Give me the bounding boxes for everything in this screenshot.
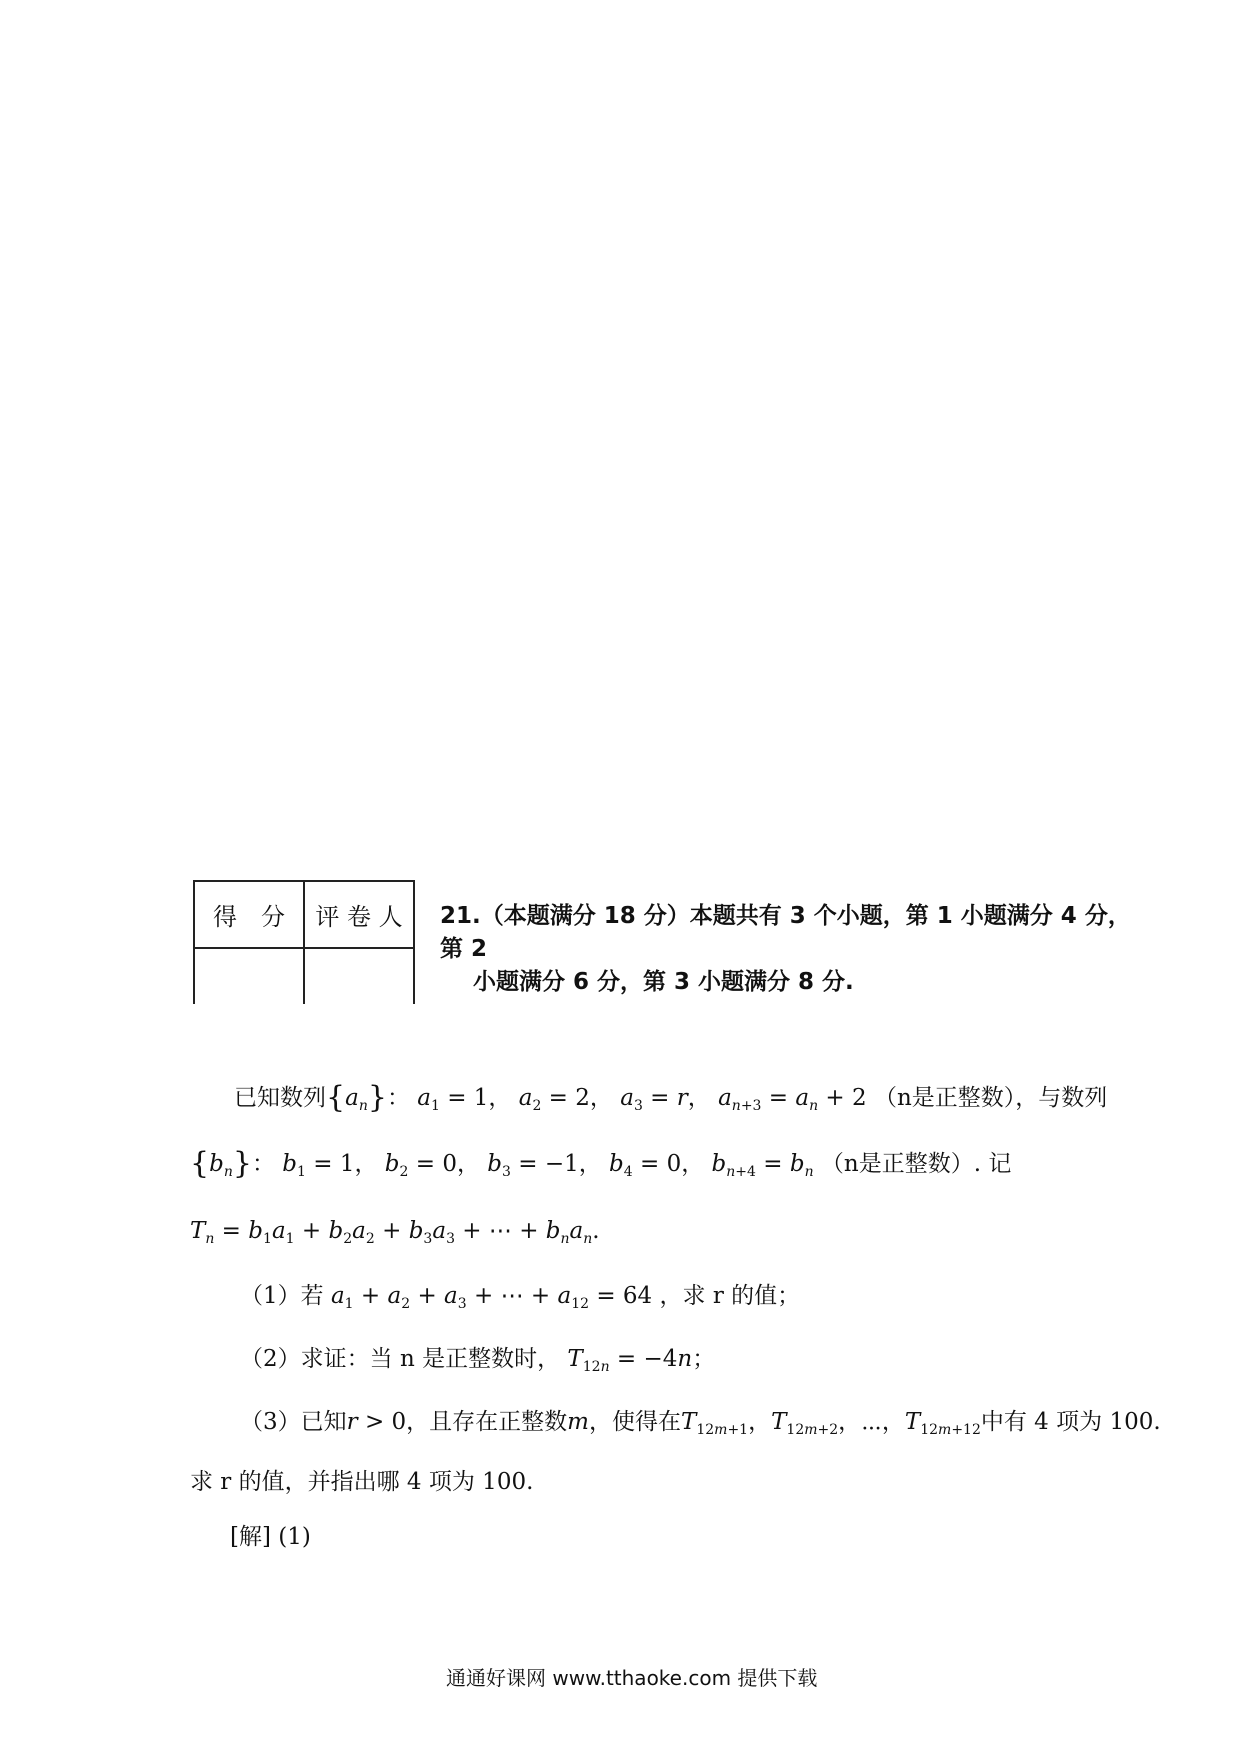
question-header-line2: 第 2	[440, 936, 488, 962]
part3-mid1: ，且存在正整数	[406, 1409, 568, 1435]
p1-note: （n是正整数），与数列	[873, 1085, 1108, 1111]
tn-definition: $T_n = b_1a_1 + b_2a_2 + b_3a_3$ + ⋯ + $b_na_n$.	[190, 1218, 600, 1247]
part-2: （2）求证：当 n 是正整数时， $T_{12n} = -4n$；	[240, 1346, 716, 1375]
part3-label: （3）已知	[240, 1409, 347, 1435]
part-3: （3）已知r > 0，且存在正整数m，使得在$T_{12m+1}$，$T_{12m+2}$，⋯，$T_{12m+12}$中有 4 项为 100.	[240, 1409, 1161, 1438]
sequence-a-definition: 已知数列$\{a_n\}$： $a_1 = 1$， $a_2 = 2$， $a_3 = r$， $a_{n+3} = a_n + 2$ （n是正整数），与数列	[234, 1080, 1108, 1115]
p1-prefix: 已知数列	[234, 1085, 326, 1111]
score-cell[interactable]	[194, 948, 304, 1004]
part3-mid2: ，使得在	[588, 1409, 681, 1435]
question-header-line3: 小题满分 6 分，第 3 小题满分 8 分.	[473, 969, 854, 995]
score-label: 得 分	[194, 881, 304, 948]
part-1: （1）若 $a_1 + a_2 + a_3$ + ⋯ + $a_{12} = 64$ ，求 r 的值；	[240, 1283, 801, 1312]
grader-label: 评 卷 人	[304, 881, 414, 948]
part3-suffix: 中有 4 项为 100.	[980, 1409, 1161, 1435]
part2-label: （2）求证：当 n 是正整数时，	[240, 1346, 561, 1372]
grader-cell[interactable]	[304, 948, 414, 1004]
part-3-line2: 求 r 的值，并指出哪 4 项为 100.	[190, 1469, 534, 1495]
part1-label: （1）若	[240, 1283, 324, 1309]
question-header-line1: 21.（本题满分 18 分）本题共有 3 个小题，第 1 小题满分 4 分，	[440, 903, 1131, 929]
p2-note: （n是正整数）. 记	[820, 1151, 1012, 1177]
footer-credit: 通通好课网 www.tthaoke.com 提供下载	[446, 1666, 818, 1690]
part1-suffix: ，求 r 的值；	[659, 1283, 801, 1309]
solution-label: [解] (1)	[230, 1524, 311, 1550]
sequence-b-definition: $\{b_n\}$： $b_1 = 1$， $b_2 = 0$， $b_3 = -1$， $b_4 = 0$， $b_{n+4} = b_n$ （n是正整数）. 记	[190, 1146, 1012, 1181]
score-table	[193, 880, 415, 1004]
